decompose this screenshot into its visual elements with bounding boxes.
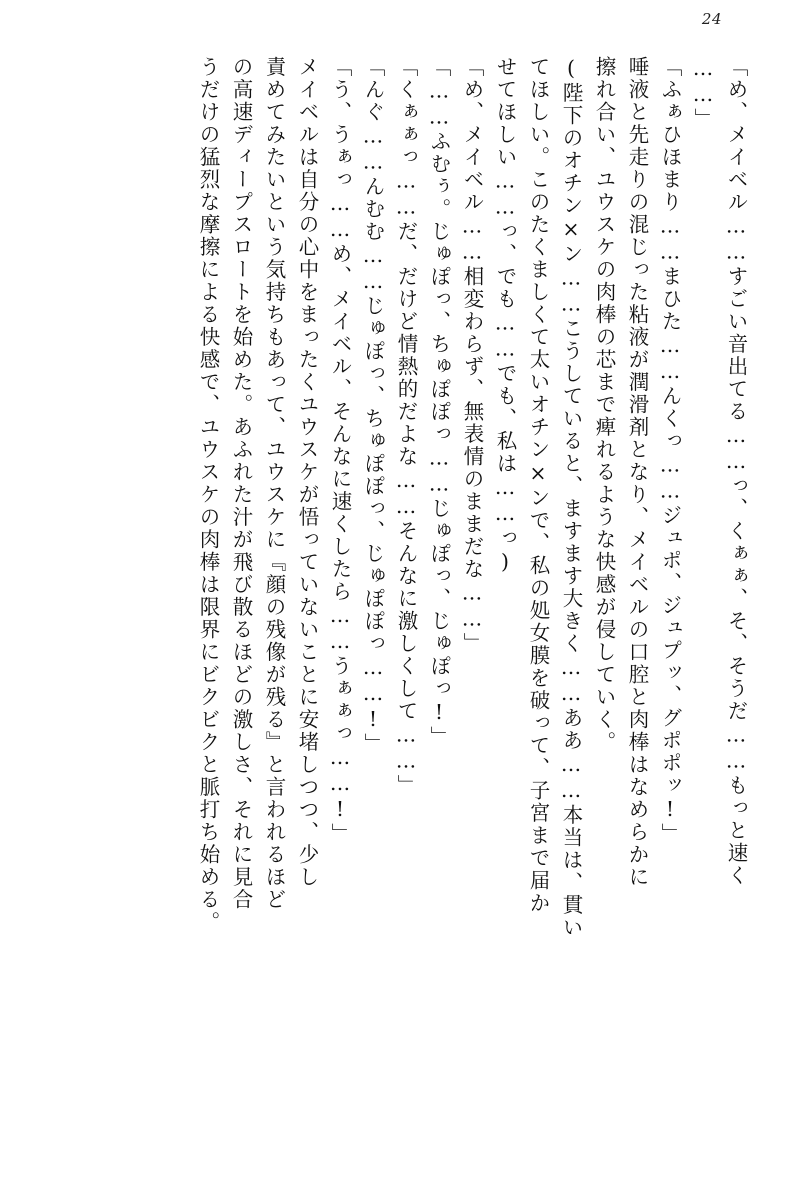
text-line: てほしい。このたくましくて太いオチン×ンで、私の処女膜を破って、子宮まで届か [526, 56, 550, 915]
text-line: の高速ディープスロートを始めた。あふれた汁が飛び散るほどの激しさ、それに見合 [229, 56, 253, 911]
text-line: うだけの猛烈な摩擦による快感で、ユウスケの肉棒は限界にビクビクと脈打ち始める。 [196, 56, 220, 934]
text-line: 「う、うぁっ……め、メイベル、そんなに速くしたら……うぁぁっ……!」 [328, 56, 352, 846]
text-line: 「んぐ……んむむ……じゅぽっ、ちゅぽぽっ、じゅぽぽっ……!」 [361, 56, 385, 756]
text-line: 唾液と先走りの混じった粘液が潤滑剤となり、メイベルの口腔と肉棒はなめらかに [625, 56, 649, 889]
text-line: メイベルは自分の心中をまったくユウスケが悟っていないことに安堵しつつ、少し [295, 56, 319, 889]
text-line: 「……ふむぅ。じゅぽっ、ちゅぽぽっ……じゅぽっ、じゅぽっ!」 [427, 56, 451, 749]
text-line: 「め、メイベル……相変わらず、無表情のままだな……」 [460, 56, 484, 655]
text-line: ……」 [691, 56, 715, 131]
text-line: 「め、メイベル……すごい音出てる……っ、くぁぁ、そ、そうだ……もっと速く [724, 56, 748, 887]
page-number: 24 [701, 10, 722, 28]
text-line: せてほしい……っ、でも……でも、私は……っ) [493, 56, 517, 576]
text-line: 擦れ合い、ユウスケの肉棒の芯まで痺れるような快感が侵していく。 [592, 56, 616, 754]
text-line: 「ふぁひほまり……まひた……んくっ……ジュポ、ジュプッ、グポポッ!」 [658, 56, 682, 846]
text-line: (陛下のオチン×ン……こうしていると、ますます大きく……ああ……本当は、貫い [559, 56, 583, 939]
text-line: 「くぁぁっ……だ、だけど情熱的だよな……そんなに激しくして……」 [394, 56, 418, 797]
vertical-text-body [54, 56, 746, 1152]
text-line: 責めてみたいという気持ちもあって、ユウスケに『顔の残像が残る』と言われるほど [262, 56, 286, 911]
